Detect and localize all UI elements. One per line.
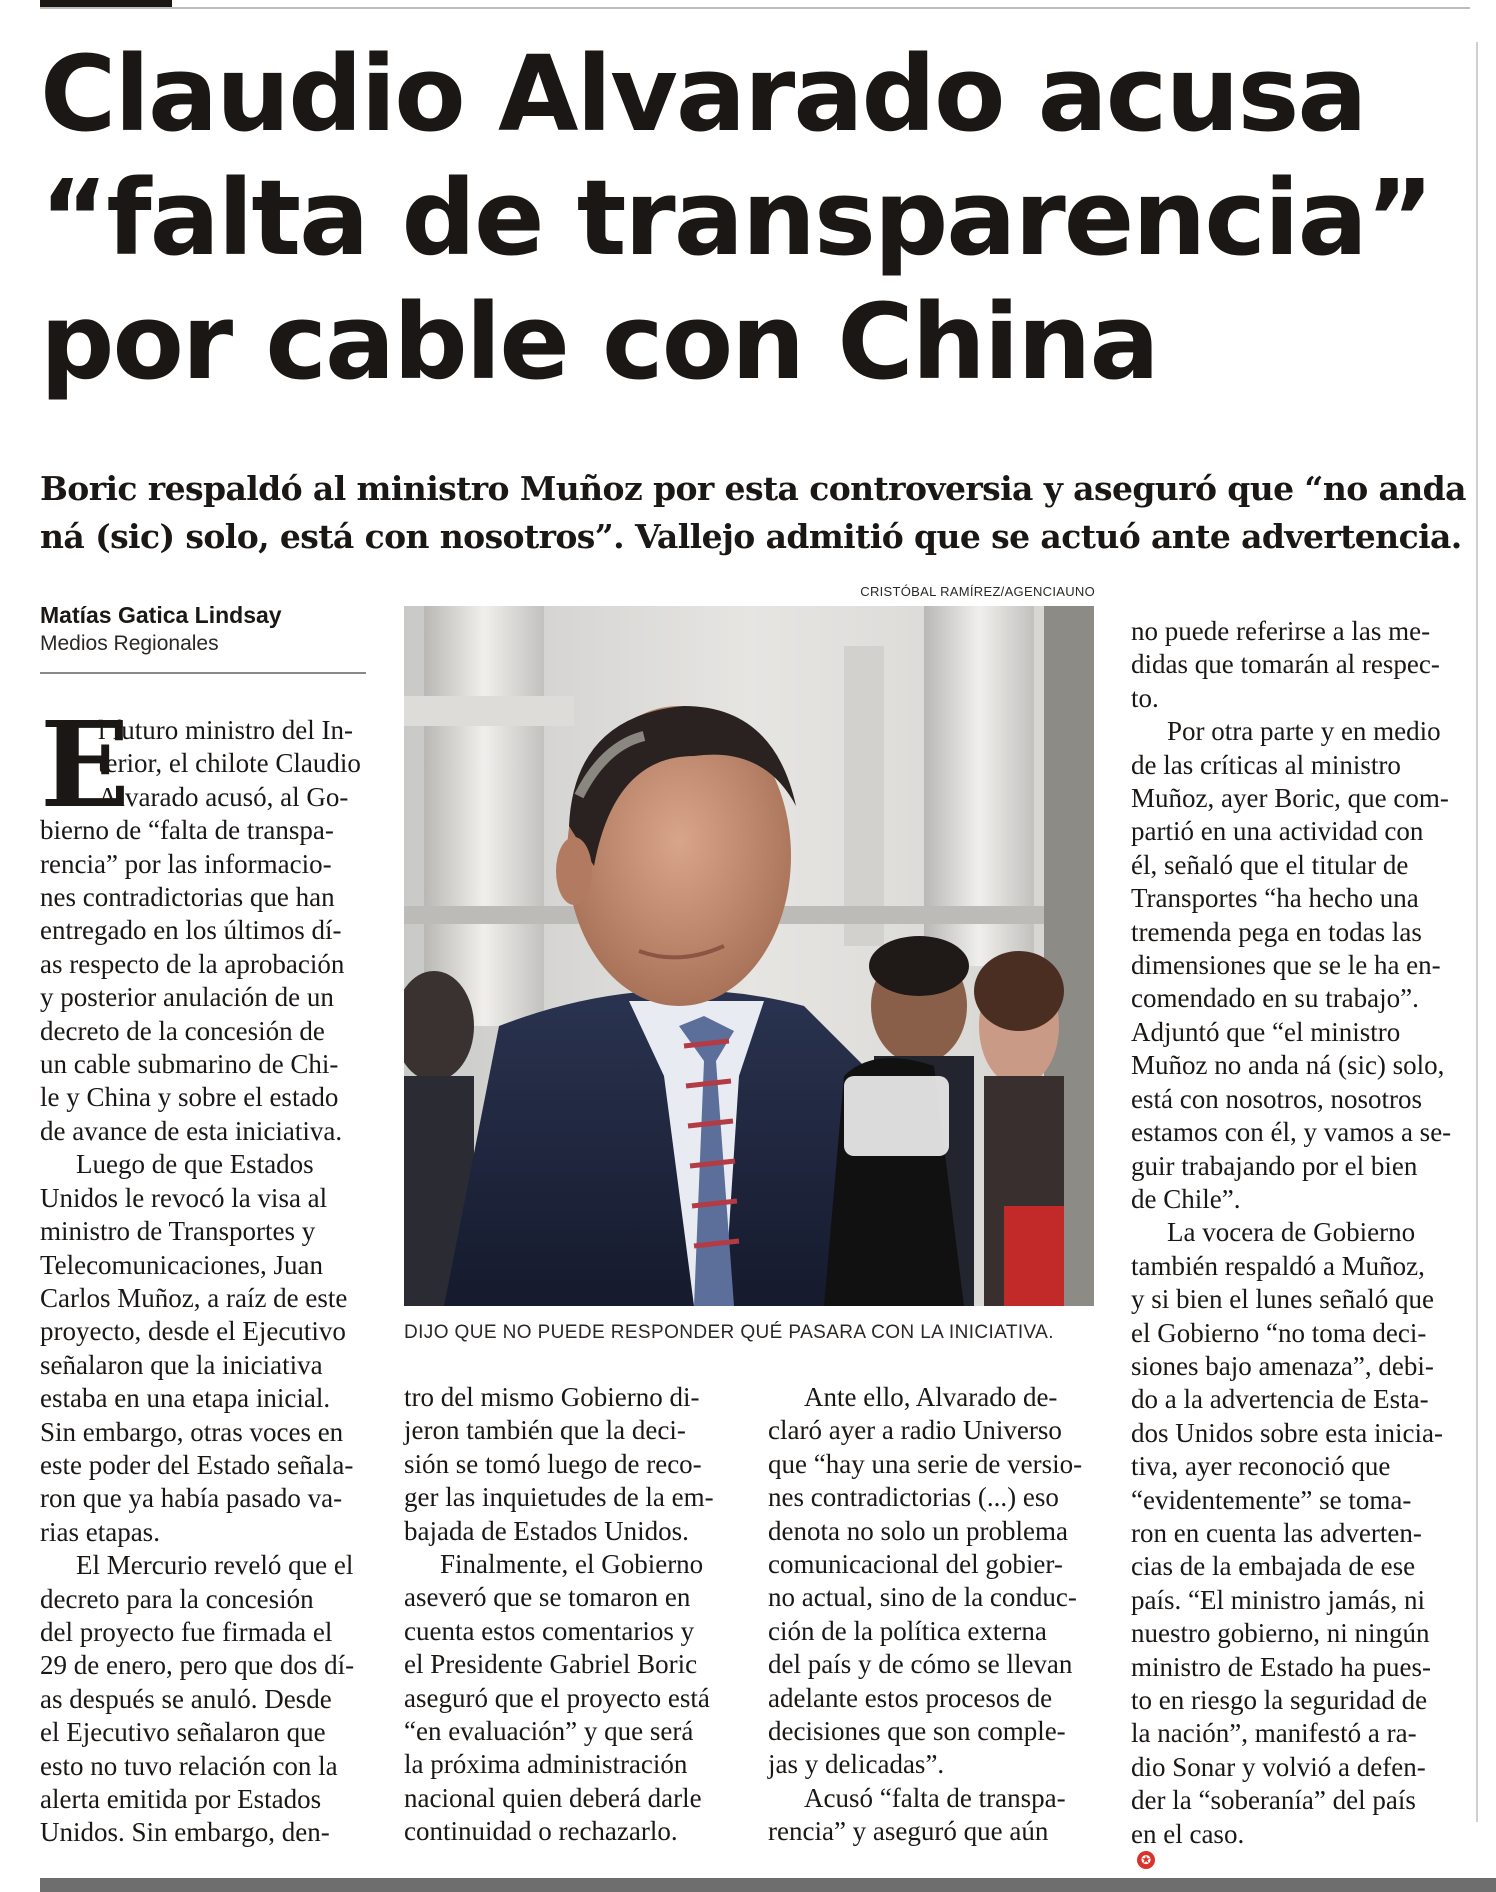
text-line: do a la advertencia de Esta- — [1131, 1384, 1429, 1415]
subheadline — [40, 465, 1466, 561]
text-line: señalaron que la iniciativa — [40, 1349, 323, 1380]
text-line: ministro de Estado ha pues- — [1131, 1651, 1431, 1682]
text-line: ron que ya había pasado va- — [40, 1483, 343, 1514]
text-line: Transportes “ha hecho una — [1131, 883, 1419, 914]
text-line: está con nosotros, nosotros — [1131, 1083, 1422, 1114]
text-line: nes contradictorias que han — [40, 882, 335, 913]
byline — [40, 600, 370, 657]
text-line: proyecto, desde el Ejecutivo — [40, 1316, 346, 1347]
text-line: continuidad o rechazarlo. — [404, 1816, 678, 1847]
text-line: de las críticas al ministro — [1131, 749, 1401, 780]
text-line: y si bien el lunes señaló que — [1131, 1284, 1434, 1315]
text-line: Telecomunicaciones, Juan — [40, 1249, 323, 1280]
text-line: bierno de “falta de transpa- — [40, 815, 334, 846]
text-line: de avance de esta iniciativa. — [40, 1115, 343, 1146]
text-line: Finalmente, el Gobierno — [440, 1549, 704, 1580]
text-line: cuenta estos comentarios y — [404, 1615, 695, 1646]
text-line: Luego de que Estados — [76, 1149, 314, 1180]
text-line: decisiones que son comple- — [768, 1716, 1066, 1747]
author-organization: Medios Regionales — [40, 632, 219, 655]
text-line: didas que tomarán al respec- — [1131, 649, 1440, 680]
text-line: el Ejecutivo señalaron que — [40, 1717, 326, 1748]
text-line: to. — [1131, 682, 1159, 713]
text-line: Unidos. Sin embargo, den- — [40, 1817, 330, 1848]
text-line: el Presidente Gabriel Boric — [404, 1649, 698, 1680]
text-line: del proyecto fue firmada el — [40, 1616, 333, 1647]
author-name: Matías Gatica Lindsay — [40, 602, 282, 628]
text-line: país. “El ministro jamás, ni — [1131, 1584, 1425, 1615]
byline-rule — [40, 672, 366, 674]
text-line: Muñoz, ayer Boric, que com- — [1131, 783, 1449, 814]
text-line: esto no tuvo relación con la — [40, 1750, 338, 1781]
text-line: 29 de enero, pero que dos dí- — [40, 1650, 355, 1681]
photo-caption: DIJO QUE NO PUEDE RESPONDER QUÉ PASARA CON LA INICIATIVA. — [404, 1322, 1054, 1343]
text-line: estamos con él, y vamos a se- — [1131, 1117, 1452, 1148]
text-line: ger las inquietudes de la em- — [404, 1482, 714, 1513]
text-line: alerta emitida por Estados — [40, 1784, 322, 1814]
text-line: jeron también que la deci- — [404, 1415, 686, 1446]
end-of-article-icon: ✪ — [1137, 1851, 1155, 1869]
text-line: nes contradictorias (...) eso — [768, 1482, 1059, 1513]
text-line: entregado en los últimos dí- — [40, 915, 342, 946]
text-line: decreto para la concesión — [40, 1583, 314, 1614]
text-line: claró ayer a radio Universo — [768, 1415, 1062, 1446]
text-line: comendado en su trabajo”. — [1131, 983, 1419, 1014]
text-line: dos Unidos sobre esta inicia- — [1131, 1417, 1443, 1448]
text-line: to en riesgo la seguridad de — [1131, 1685, 1428, 1715]
top-rule — [40, 7, 1470, 9]
text-column-2 — [404, 1381, 730, 1849]
text-line: este poder del Estado señala- — [40, 1449, 354, 1480]
text-line: en el caso. — [1131, 1818, 1245, 1849]
bottom-bar — [40, 1878, 1496, 1892]
text-line: l futuro ministro del In- — [98, 715, 353, 745]
text-line: y posterior anulación de un — [40, 982, 334, 1013]
text-line: El Mercurio reveló que el — [76, 1550, 354, 1581]
text-line: guir trabajando por el bien — [1131, 1150, 1418, 1181]
text-line: el Gobierno “no toma deci- — [1131, 1317, 1427, 1348]
text-line: no puede referirse a las me- — [1131, 616, 1431, 646]
article-photo — [404, 606, 1094, 1306]
text-line: la próxima administración — [404, 1749, 688, 1780]
text-line: La vocera de Gobierno — [1167, 1217, 1416, 1248]
text-line: partió en una actividad con — [1131, 816, 1424, 847]
text-line: del país y de cómo se llevan — [768, 1649, 1073, 1680]
text-line: as después se anuló. Desde — [40, 1683, 332, 1714]
text-line: rencia” por las informacio- — [40, 848, 332, 879]
photo-illustration — [404, 606, 1094, 1306]
text-line: Acusó “falta de transpa- — [804, 1782, 1066, 1813]
text-column-1 — [40, 695, 366, 1850]
text-line: nacional quien deberá darle — [404, 1782, 702, 1813]
text-line: rias etapas. — [40, 1516, 160, 1547]
text-line: tro del mismo Gobierno di- — [404, 1382, 700, 1412]
headline-line: “falta de transparencia” — [40, 157, 1433, 279]
text-line: Muñoz no anda ná (sic) solo, — [1131, 1050, 1445, 1081]
headline-line: Claudio Alvarado acusa — [40, 33, 1366, 155]
text-line: ministro de Transportes y — [40, 1216, 316, 1247]
text-line: bajada de Estados Unidos. — [404, 1515, 689, 1546]
text-line: jas y delicadas”. — [768, 1749, 945, 1780]
text-line: Adjuntó que “el ministro — [1131, 1016, 1401, 1047]
text-line: Alvarado acusó, al Go- — [98, 781, 349, 812]
text-line: un cable submarino de Chi- — [40, 1049, 339, 1080]
text-line: decreto de la concesión de — [40, 1015, 325, 1046]
text-line: ron en cuenta las adverten- — [1131, 1517, 1422, 1548]
text-column-4 — [1131, 615, 1461, 1869]
headline — [40, 32, 1470, 404]
text-line: terior, el chilote Claudio — [98, 748, 361, 779]
drop-cap: E — [40, 695, 130, 834]
text-line: Por otra parte y en medio — [1167, 716, 1441, 747]
text-line: nuestro gobierno, ni ningún — [1131, 1618, 1430, 1649]
text-line: dimensiones que se le ha en- — [1131, 950, 1441, 981]
text-line: la nación”, manifestó a ra- — [1131, 1718, 1417, 1749]
text-line: “en evaluación” y que será — [404, 1716, 694, 1747]
text-line: él, señaló que el titular de — [1131, 849, 1409, 880]
text-line: estaba en una etapa inicial. — [40, 1383, 331, 1414]
text-line: tiva, ayer reconoció que — [1131, 1451, 1391, 1482]
text-line: Ante ello, Alvarado de- — [804, 1382, 1058, 1412]
right-column-rule — [1476, 42, 1478, 1822]
text-line: rencia” y aseguró que aún — [768, 1816, 1049, 1847]
text-line: comunicacional del gobier- — [768, 1549, 1063, 1580]
text-line: der la “soberanía” del país — [1131, 1785, 1416, 1816]
headline-line: por cable con China — [40, 281, 1158, 403]
text-line: dio Sonar y volvió a defen- — [1131, 1751, 1426, 1782]
text-line: Carlos Muñoz, a raíz de este — [40, 1282, 348, 1313]
text-line: adelante estos procesos de — [768, 1682, 1053, 1713]
text-column-3 — [768, 1381, 1094, 1849]
text-line: cias de la embajada de ese — [1131, 1551, 1416, 1582]
text-line: no actual, sino de la conduc- — [768, 1582, 1077, 1613]
text-line: Unidos le revocó la visa al — [40, 1182, 328, 1213]
text-line: que “hay una serie de versio- — [768, 1448, 1083, 1479]
text-line: ción de la política externa — [768, 1615, 1047, 1646]
text-line: as respecto de la aprobación — [40, 948, 345, 979]
text-line: aseguró que el proyecto está — [404, 1682, 710, 1713]
subheadline-line: ná (sic) solo, está con nosotros”. Vallejo admitió que se actuó ante advertencia. — [40, 517, 1462, 556]
text-line: aseveró que se tomaron en — [404, 1582, 691, 1613]
text-line: también respaldó a Muñoz, — [1131, 1250, 1425, 1281]
subheadline-line: Boric respaldó al ministro Muñoz por esta controversia y aseguró que “no anda — [40, 469, 1466, 508]
text-line: siones bajo amenaza”, debi- — [1131, 1350, 1434, 1381]
text-line: Sin embargo, otras voces en — [40, 1416, 344, 1447]
text-line: le y China y sobre el estado — [40, 1082, 339, 1113]
text-line: tremenda pega en todas las — [1131, 916, 1422, 947]
text-line: denota no solo un problema — [768, 1515, 1068, 1546]
photo-credit: CRISTÓBAL RAMÍREZ/AGENCIAUNO — [860, 584, 1095, 599]
text-line-last — [1131, 1818, 1461, 1869]
text-line: sión se tomó luego de reco- — [404, 1448, 702, 1479]
text-line: de Chile”. — [1131, 1183, 1241, 1214]
text-line: “evidentemente” se toma- — [1131, 1484, 1412, 1515]
